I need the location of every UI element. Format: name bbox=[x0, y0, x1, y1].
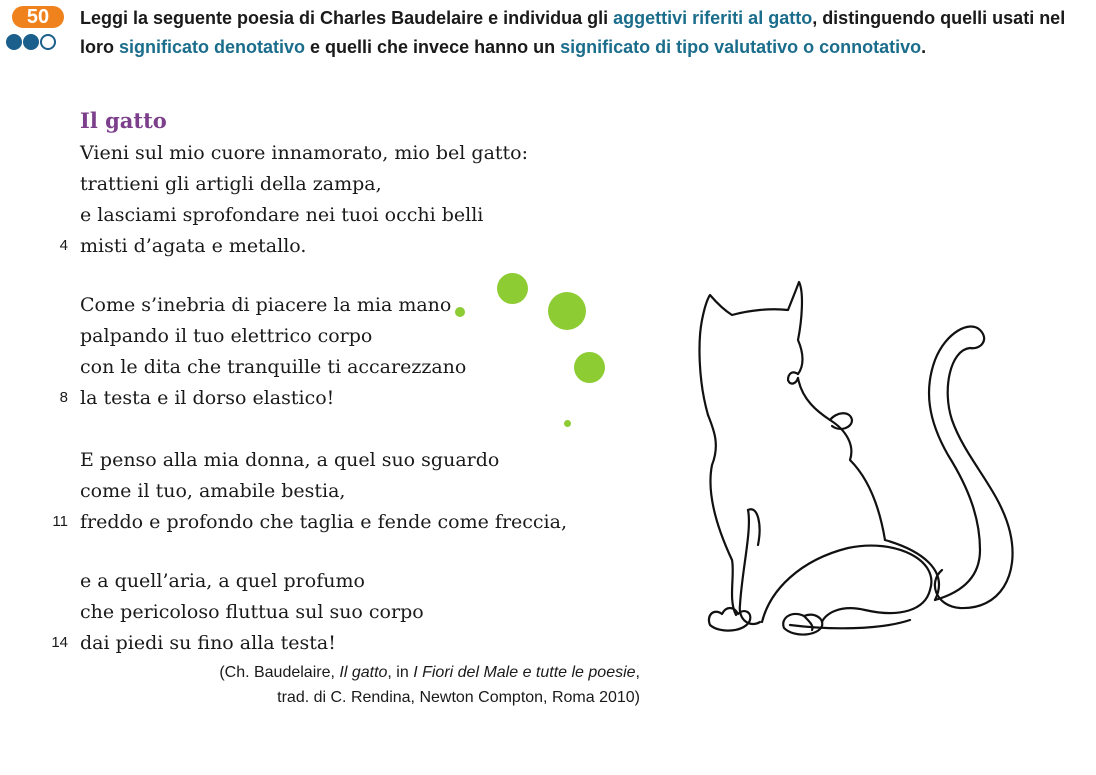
poem-line: e a quell’aria, a quel profumo bbox=[80, 570, 365, 592]
instruction-highlight: significato denotativo bbox=[119, 37, 306, 57]
poem-line: e lasciami sprofondare nei tuoi occhi belli bbox=[80, 204, 484, 226]
decorative-bubble bbox=[455, 307, 465, 317]
decorative-bubble bbox=[564, 420, 571, 427]
poem-line: come il tuo, amabile bestia, bbox=[80, 480, 346, 502]
poem-line: Vieni sul mio cuore innamorato, mio bel gatto: bbox=[80, 142, 529, 164]
exercise-instruction bbox=[80, 4, 1080, 62]
poem-line: Come s’inebria di piacere la mia mano bbox=[80, 294, 452, 316]
citation-text: trad. di C. Rendina, Newton Compton, Roma 2010) bbox=[277, 689, 640, 706]
citation-text: (Ch. Baudelaire, bbox=[219, 664, 340, 681]
instruction-highlight: aggettivi riferiti al gatto bbox=[613, 8, 813, 28]
poem-line: la testa e il dorso elastico! bbox=[80, 387, 335, 409]
citation-text: , in bbox=[387, 664, 414, 681]
citation bbox=[180, 660, 640, 710]
line-number: 4 bbox=[59, 237, 68, 254]
instruction-text: , distinguendo quelli usati nel loro bbox=[80, 8, 1066, 57]
poem-line: dai piedi su fino alla testa! bbox=[80, 632, 336, 654]
poem-line: misti d’agata e metallo. bbox=[80, 235, 307, 257]
instruction-text: Leggi la seguente poesia di Charles Baudelaire e individua gli bbox=[80, 8, 614, 28]
poem-line: freddo e profondo che taglia e fende come freccia, bbox=[80, 511, 567, 533]
citation-work-title: Il gatto bbox=[339, 664, 388, 681]
exercise-header bbox=[0, 0, 1096, 100]
poem-line: con le dita che tranquille ti accarezzano bbox=[80, 356, 467, 378]
citation-text: , bbox=[635, 664, 640, 681]
decorative-bubble bbox=[497, 273, 528, 304]
difficulty-indicator bbox=[6, 34, 57, 50]
decorative-bubble bbox=[574, 352, 605, 383]
poem-title: Il gatto bbox=[80, 108, 167, 133]
difficulty-dot-filled bbox=[23, 34, 39, 50]
cat-line-drawing-illustration bbox=[680, 270, 1040, 650]
exercise-number-badge: 50 bbox=[12, 6, 64, 28]
line-number: 11 bbox=[52, 513, 68, 530]
difficulty-dot-filled bbox=[6, 34, 22, 50]
citation-book-title: I Fiori del Male e tutte le poesie bbox=[413, 664, 636, 681]
line-number: 14 bbox=[51, 634, 68, 651]
decorative-bubble bbox=[548, 292, 586, 330]
poem-line: palpando il tuo elettrico corpo bbox=[80, 325, 373, 347]
poem-line: E penso alla mia donna, a quel suo sguardo bbox=[80, 449, 500, 471]
difficulty-dot-empty bbox=[40, 34, 56, 50]
poem-line: trattieni gli artigli della zampa, bbox=[80, 173, 382, 195]
instruction-text: . bbox=[921, 37, 927, 57]
poem-line: che pericoloso fluttua sul suo corpo bbox=[80, 601, 424, 623]
instruction-highlight: significato di tipo valutativo o connotativo bbox=[560, 37, 922, 57]
instruction-text: e quelli che invece hanno un bbox=[305, 37, 561, 57]
line-number: 8 bbox=[59, 389, 68, 406]
